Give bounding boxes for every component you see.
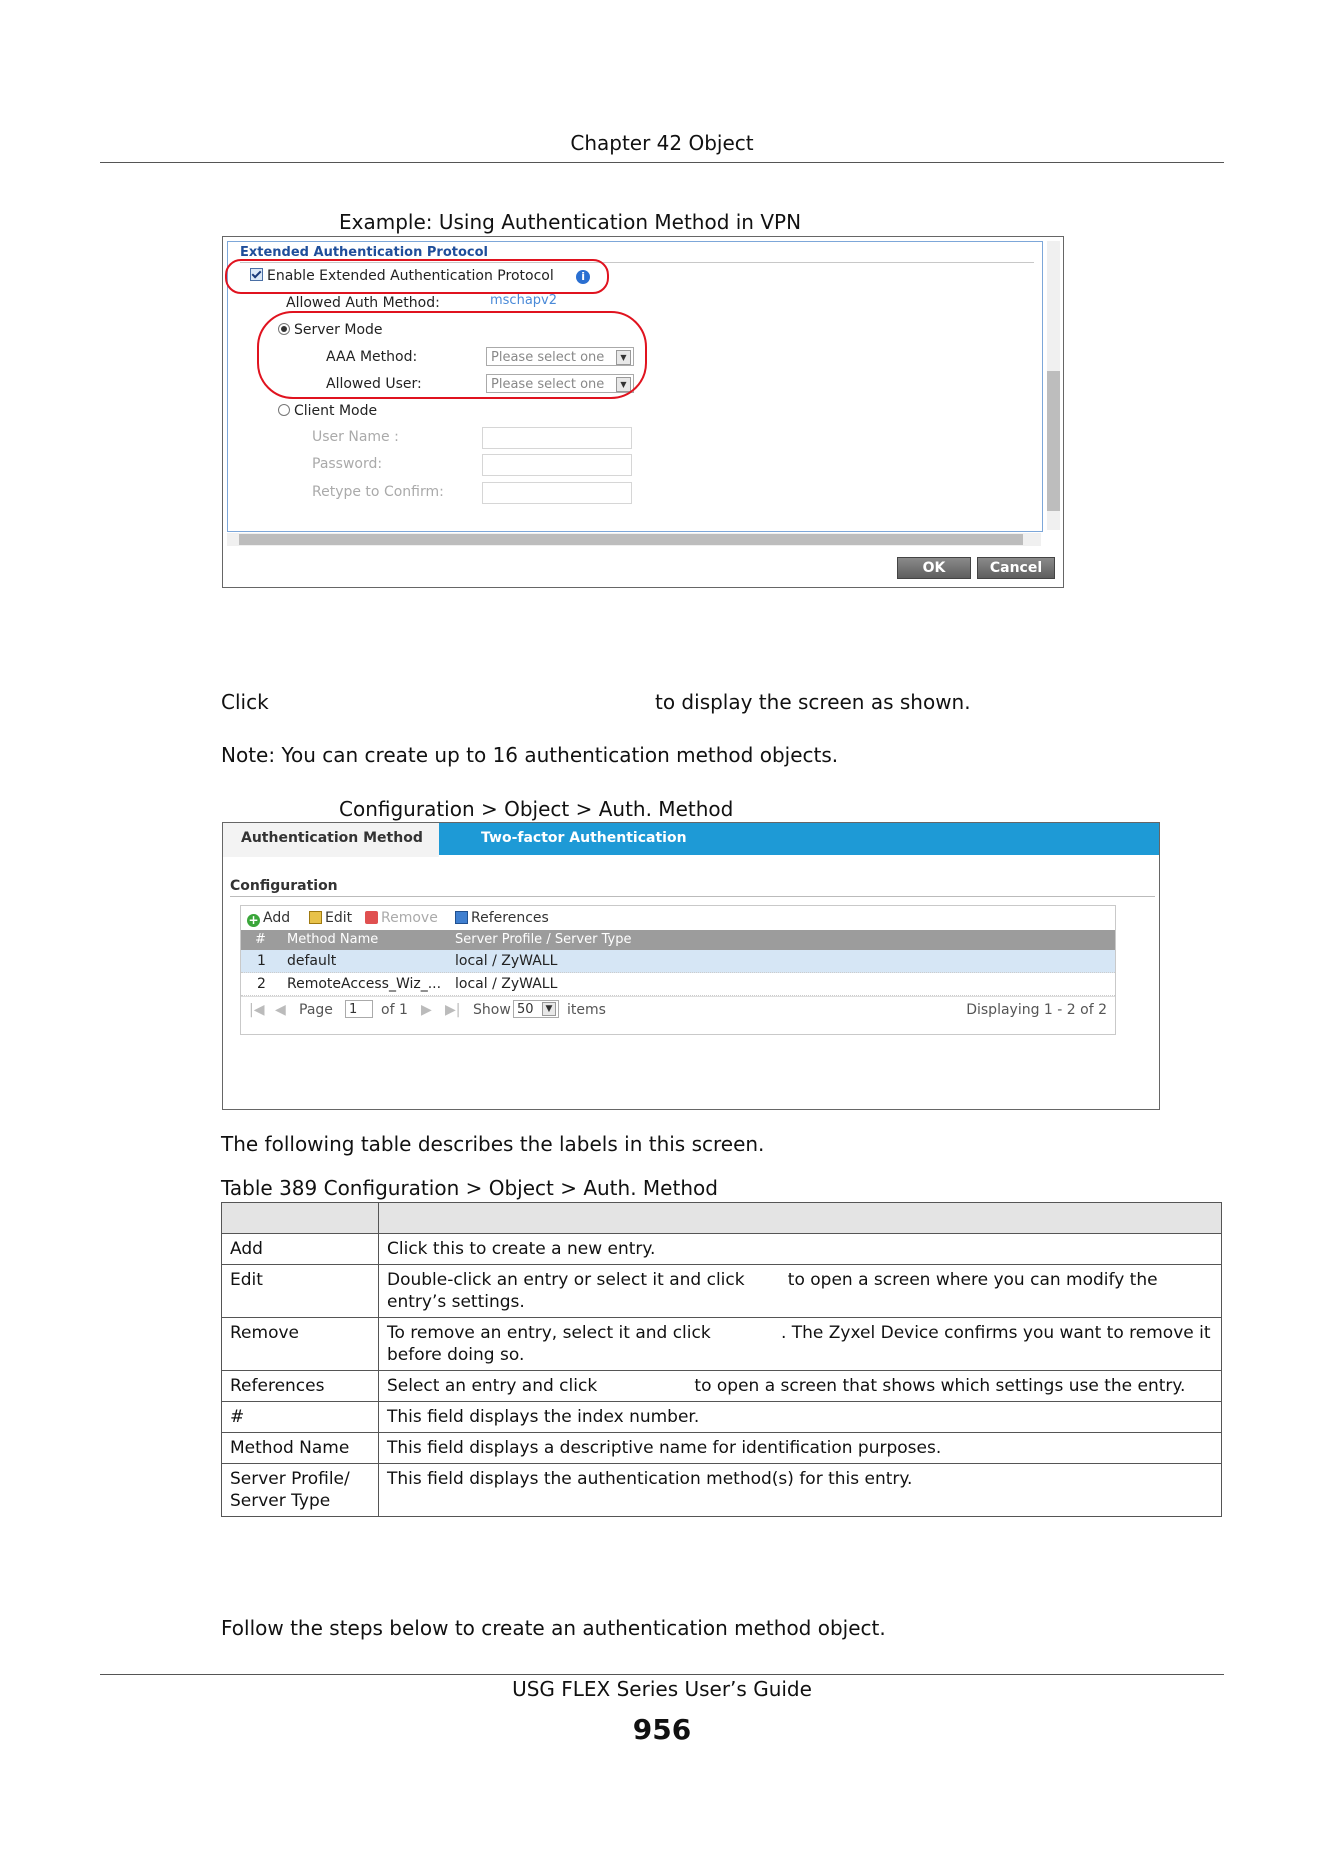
header-divider xyxy=(100,162,1224,163)
page-input[interactable]: 1 xyxy=(345,1000,373,1018)
header-cell-label xyxy=(222,1203,379,1234)
description-cell: This field displays a descriptive name for identification purposes. xyxy=(379,1433,1222,1464)
client-mode-label: Client Mode xyxy=(294,403,378,419)
table-intro: The following table describes the labels in this screen. xyxy=(221,1132,765,1156)
info-icon[interactable]: i xyxy=(576,270,590,284)
tab-authentication-method[interactable]: Authentication Method xyxy=(223,823,439,857)
auth-method-screenshot xyxy=(222,822,1160,1110)
trash-icon xyxy=(365,911,378,924)
column-header-method-name[interactable]: Method Name xyxy=(287,932,379,947)
aaa-method-value: Please select one xyxy=(491,350,605,365)
section-title: Extended Authentication Protocol xyxy=(240,245,489,260)
configuration-title: Configuration xyxy=(230,878,338,894)
client-mode-radio[interactable] xyxy=(278,404,290,416)
row-index: 2 xyxy=(257,976,266,992)
table-row xyxy=(222,1402,1222,1433)
tab-two-factor-authentication[interactable]: Two-factor Authentication xyxy=(481,830,687,846)
label-cell: References xyxy=(222,1371,379,1402)
label-cell: Edit xyxy=(222,1265,379,1318)
steps-intro: Follow the steps below to create an authentication method object. xyxy=(221,1616,886,1640)
footer-divider xyxy=(100,1674,1224,1675)
label-cell: Add xyxy=(222,1234,379,1265)
edit-button[interactable] xyxy=(309,910,352,926)
table-row xyxy=(222,1464,1222,1517)
label-cell: Method Name xyxy=(222,1433,379,1464)
description-cell: Double-click an entry or select it and click to open a screen where you can modify the entry’s settings. xyxy=(379,1265,1222,1318)
scroll-thumb[interactable] xyxy=(239,534,1023,545)
guide-title: USG FLEX Series User’s Guide xyxy=(512,1677,812,1701)
client-mode-option[interactable] xyxy=(278,403,377,419)
description-cell: This field displays the index number. xyxy=(379,1402,1222,1433)
allowed-auth-value: mschapv2 xyxy=(490,293,558,308)
figure1-caption: Example: Using Authentication Method in VPN xyxy=(339,210,802,234)
next-page-icon[interactable]: ▶ xyxy=(421,1002,432,1018)
table-caption: Table 389 Configuration > Object > Auth. Method xyxy=(221,1176,718,1200)
vertical-scrollbar[interactable] xyxy=(1047,241,1060,530)
chevron-down-icon[interactable]: ▼ xyxy=(616,377,631,392)
password-label: Password: xyxy=(312,456,383,472)
references-icon xyxy=(455,911,468,924)
allowed-user-label: Allowed User: xyxy=(326,376,422,392)
column-header-server-profile[interactable]: Server Profile / Server Type xyxy=(455,932,632,947)
description-cell: To remove an entry, select it and click . The Zyxel Device confirms you want to remove it before doing so. xyxy=(379,1318,1222,1371)
header-cell-description xyxy=(379,1203,1222,1234)
pagination-bar xyxy=(241,996,1115,1023)
horizontal-scrollbar[interactable] xyxy=(227,533,1041,546)
highlight-ring-server-mode xyxy=(257,311,647,399)
row-method-name: default xyxy=(287,953,337,969)
add-icon: + xyxy=(248,913,259,927)
displaying-count: Displaying 1 - 2 of 2 xyxy=(966,1002,1107,1018)
show-label: Show xyxy=(473,1002,511,1018)
server-mode-label: Server Mode xyxy=(294,322,383,338)
chapter-header: Chapter 42 Object xyxy=(570,131,754,155)
auth-method-grid xyxy=(240,905,1116,1035)
grid-header xyxy=(241,930,1115,950)
scroll-thumb[interactable] xyxy=(1047,371,1060,511)
table-row xyxy=(222,1371,1222,1402)
chevron-down-icon[interactable]: ▼ xyxy=(616,350,631,365)
table-header-row xyxy=(222,1203,1222,1234)
table-row[interactable] xyxy=(241,950,1115,973)
references-button[interactable] xyxy=(455,910,549,926)
table-row xyxy=(222,1234,1222,1265)
row-index: 1 xyxy=(257,953,266,969)
table-row[interactable] xyxy=(241,973,1115,996)
enable-xauth-label: Enable Extended Authentication Protocol xyxy=(267,268,554,284)
retype-label: Retype to Confirm: xyxy=(312,484,444,500)
click-instruction-suffix: to display the screen as shown. xyxy=(655,690,971,714)
highlight-ring-enable xyxy=(225,259,609,294)
table-row xyxy=(222,1265,1222,1318)
label-description-table xyxy=(221,1202,1222,1517)
column-header-index[interactable]: # xyxy=(255,932,266,947)
configuration-divider xyxy=(230,896,1155,897)
references-label: References xyxy=(471,910,549,926)
click-instruction: Click xyxy=(221,690,269,714)
items-label: items xyxy=(567,1002,606,1018)
table-row xyxy=(222,1318,1222,1371)
first-page-icon[interactable]: |◀ xyxy=(249,1002,265,1018)
page-size-value: 50 xyxy=(517,1002,534,1017)
aaa-method-label: AAA Method: xyxy=(326,349,418,365)
page-number: 956 xyxy=(632,1713,692,1746)
chevron-down-icon[interactable]: ▼ xyxy=(542,1002,556,1016)
page-label: Page xyxy=(299,1002,333,1018)
row-server-profile: local / ZyWALL xyxy=(455,953,558,969)
allowed-user-value: Please select one xyxy=(491,377,605,392)
add-button[interactable] xyxy=(247,910,290,927)
allowed-auth-label: Allowed Auth Method: xyxy=(286,295,440,311)
edit-label: Edit xyxy=(325,910,353,926)
last-page-icon[interactable]: ▶| xyxy=(445,1002,461,1018)
page-size-select[interactable] xyxy=(513,1000,559,1018)
password-input[interactable] xyxy=(482,454,632,476)
table-row xyxy=(222,1433,1222,1464)
remove-label: Remove xyxy=(381,910,438,926)
cancel-button[interactable]: Cancel xyxy=(977,557,1055,579)
grid-toolbar xyxy=(241,906,1115,930)
user-name-input[interactable] xyxy=(482,427,632,449)
row-server-profile: local / ZyWALL xyxy=(455,976,558,992)
description-cell: This field displays the authentication method(s) for this entry. xyxy=(379,1464,1222,1517)
edit-icon xyxy=(309,911,322,924)
vpn-auth-screenshot xyxy=(222,236,1064,588)
add-label: Add xyxy=(263,910,291,926)
label-cell: Remove xyxy=(222,1318,379,1371)
figure2-caption: Configuration > Object > Auth. Method xyxy=(339,797,734,821)
description-cell: Click this to create a new entry. xyxy=(379,1234,1222,1265)
prev-page-icon[interactable]: ◀ xyxy=(275,1002,286,1018)
label-cell: Server Profile/ Server Type xyxy=(222,1464,379,1517)
retype-input[interactable] xyxy=(482,482,632,504)
row-method-name: RemoteAccess_Wiz_... xyxy=(287,976,442,992)
page-of-label: of 1 xyxy=(381,1002,408,1018)
description-cell: Select an entry and click to open a screen that shows which settings use the entry. xyxy=(379,1371,1222,1402)
note: Note: You can create up to 16 authentication method objects. xyxy=(221,743,839,767)
remove-button[interactable] xyxy=(365,910,438,926)
label-cell: # xyxy=(222,1402,379,1433)
ok-button[interactable]: OK xyxy=(897,557,971,579)
user-name-label: User Name : xyxy=(312,429,399,445)
